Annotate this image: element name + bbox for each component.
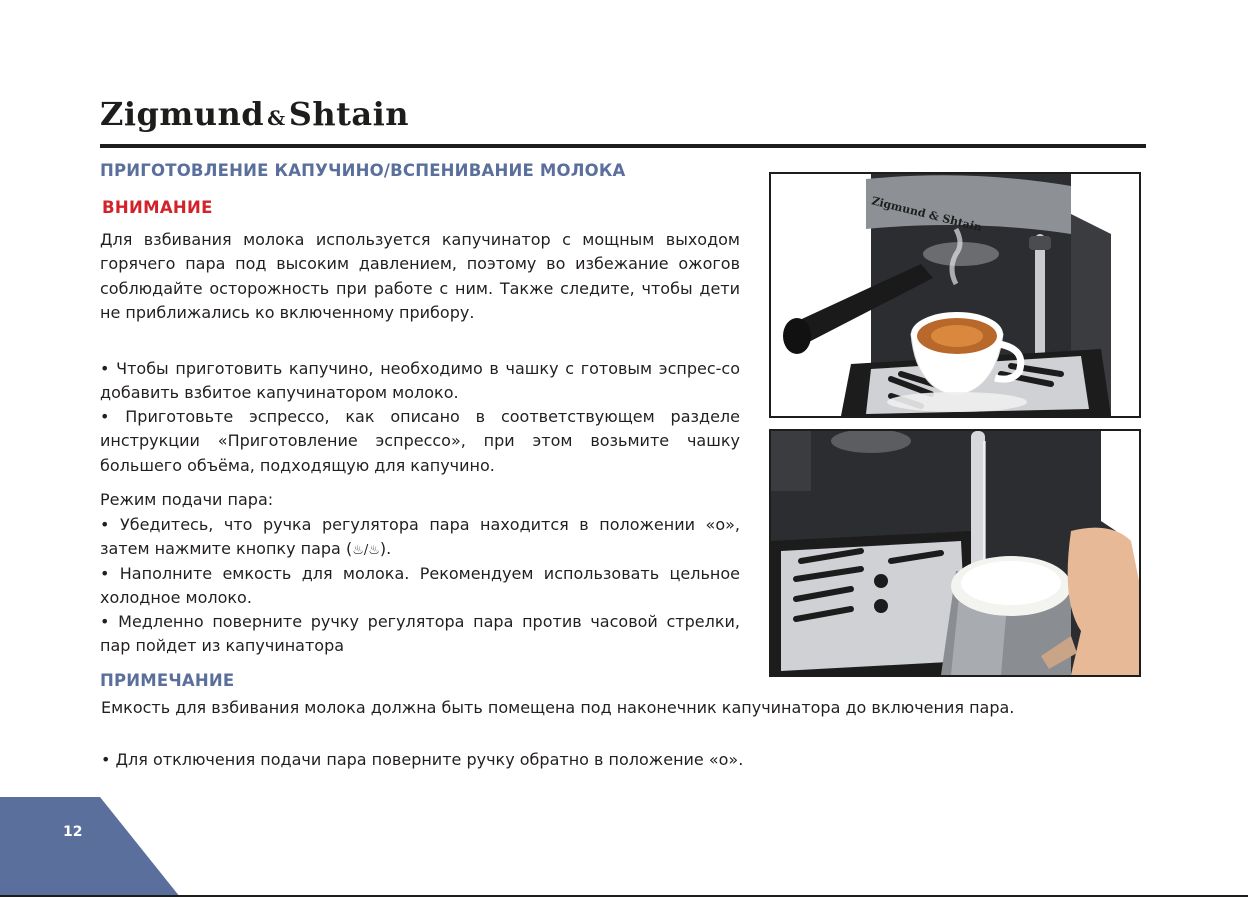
steam-step-1-text: • Убедитесь, что ручка регулятора пара находится в положении «о», затем нажмите кнопку пара ( <box>100 515 740 559</box>
brand-logo-amp: & <box>267 106 286 130</box>
steam-step-2: • Наполните емкость для молока. Рекомендуем использовать цельное холодное молоко. <box>100 564 740 608</box>
warning-title: ВНИМАНИЕ <box>102 198 213 217</box>
step-paragraph-1: • Чтобы приготовить капучино, необходимо в чашку с готовым эспрес-со добавить взбитое капучинатором молоко. <box>100 359 740 403</box>
machine-logo-text: Zigmund & Shtain <box>870 194 984 235</box>
note-bullet: • Для отключения подачи пара поверните ручку обратно в положение «о». <box>101 750 744 769</box>
page-number: 12 <box>63 824 83 840</box>
note-text: Емкость для взбивания молока должна быть помещена под наконечник капучинатора до включения пара. <box>101 698 1015 717</box>
espresso-machine-illustration <box>771 174 1139 416</box>
footer-tab <box>0 797 180 897</box>
milk-frothing-photo <box>769 429 1141 677</box>
milk-frothing-illustration <box>771 431 1139 675</box>
steam-step-1-end: ). <box>379 539 392 559</box>
steam-button-icon: ♨/♨ <box>352 543 380 559</box>
steam-step-1 <box>100 513 740 564</box>
steam-step-3: • Медленно поверните ручку регулятора пара против часовой стрелки, пар пойдет из капучинатора <box>100 612 740 656</box>
section-title: ПРИГОТОВЛЕНИЕ КАПУЧИНО/ВСПЕНИВАНИЕ МОЛОКА <box>100 161 626 180</box>
note-title: ПРИМЕЧАНИЕ <box>100 671 235 690</box>
brand-logo <box>100 95 409 133</box>
espresso-cup-photo <box>769 172 1141 418</box>
step-paragraph-2: • Приготовьте эспрессо, как описано в соответствующем разделе инструкции «Приготовление эспрессо», при этом возьмите чашку большего объёма, подходящую для капучино. <box>100 407 740 475</box>
brand-logo-word-2: Shtain <box>288 95 410 133</box>
warning-text: Для взбивания молока используется капучинатор с мощным выходом горячего пара под высоким давлением, поэтому во избежание ожогов соблюдайте осторожность при работе с ним. Также следите, чтобы дети не приближались ко включенному прибору. <box>100 230 740 322</box>
brand-logo-word-1: Zigmund <box>100 95 265 133</box>
steam-mode-title: Режим подачи пара: <box>100 490 274 509</box>
header-rule <box>100 144 1146 148</box>
